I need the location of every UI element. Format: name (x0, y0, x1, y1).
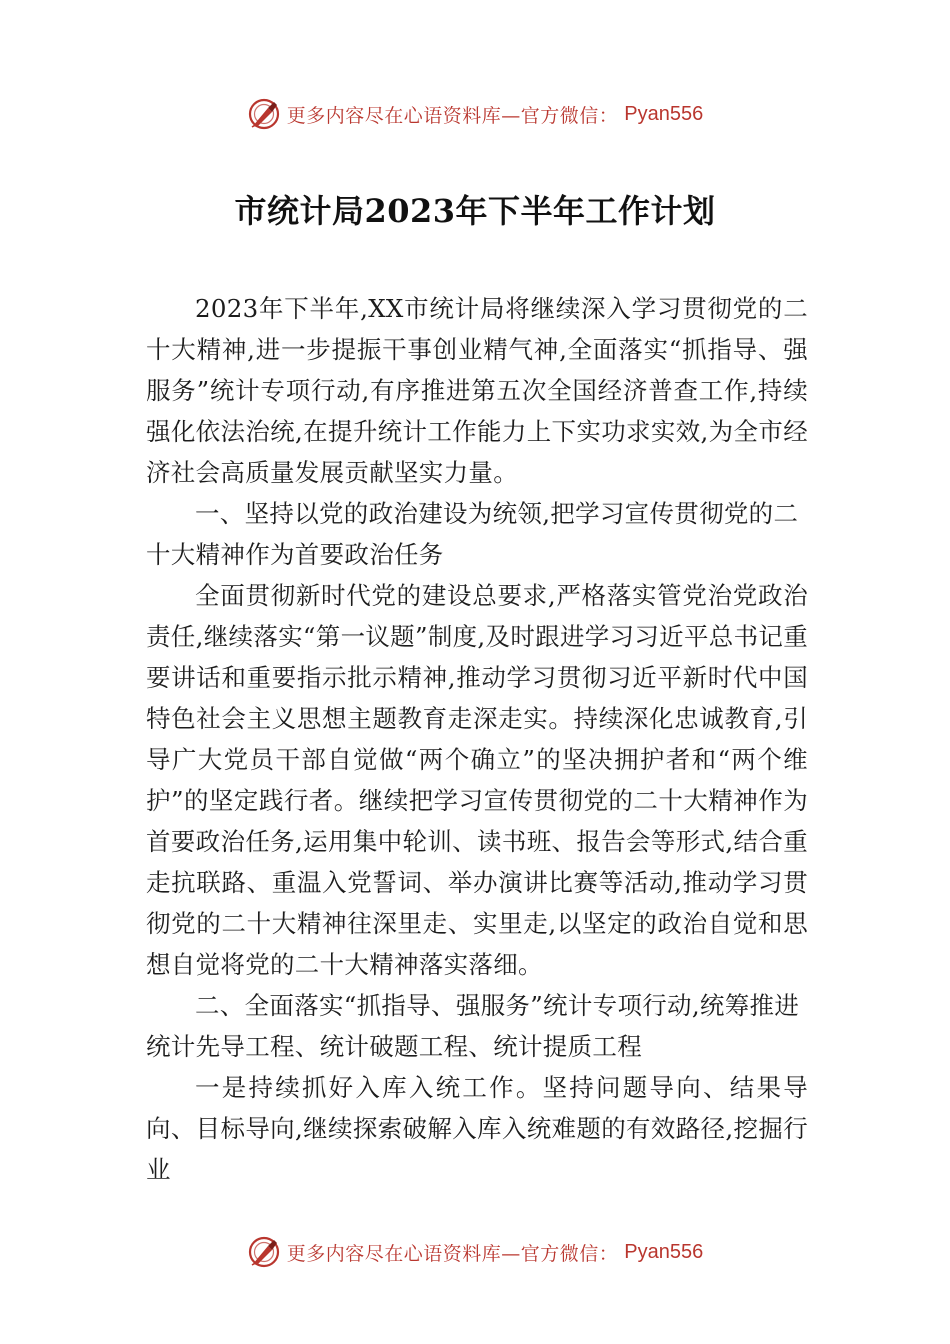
section1-heading: 一、坚持以党的政治建设为统领,把学习宣传贯彻党的二十大精神作为首要政治任务 (146, 499, 799, 569)
footer-banner-text: 更多内容尽在心语资料库—官方微信： (286, 1242, 619, 1265)
header-wechat-id: Pyan556 (624, 102, 704, 125)
pen-logo-icon (247, 97, 281, 131)
header-banner-text: 更多内容尽在心语资料库—官方微信： (286, 104, 619, 127)
section2-heading: 二、全面落实“抓指导、强服务”统计专项行动,统筹推进统计先导工程、统计破题工程、统计提质工程 (146, 991, 800, 1061)
intro-paragraph: 2023年下半年,XX市统计局将继续深入学习贯彻党的二十大精神,进一步提振干事创业精气神,全面落实“抓指导、强服务”统计专项行动,有序推进第五次全国经济普查工作,持续强化依法治统,在提升统计工作能力上下实功求实效,为全市经济社会高质量发展贡献坚实力量。 (146, 294, 808, 487)
document-title: 市统计局2023年下半年工作计划 (234, 192, 716, 230)
header-banner (0, 94, 950, 134)
document-body (146, 288, 808, 1190)
section2-paragraph: 一是持续抓好入库入统工作。坚持问题导向、结果导向、目标导向,继续探索破解入库入统难题的有效路径,挖掘行业 (146, 1073, 808, 1184)
section1-paragraph: 全面贯彻新时代党的建设总要求,严格落实管党治党政治责任,继续落实“第一议题”制度,及时跟进学习习近平总书记重要讲话和重要指示批示精神,推动学习贯彻习近平新时代中国特色社会主义思想主题教育走深走实。持续深化忠诚教育,引导广大党员干部自觉做“两个确立”的坚决拥护者和“两个维护”的坚定践行者。继续把学习宣传贯彻党的二十大精神作为首要政治任务,运用集中轮训、读书班、报告会等形式,结合重走抗联路、重温入党誓词、举办演讲比赛等活动,推动学习贯彻党的二十大精神往深里走、实里走,以坚定的政治自觉和思想自觉将党的二十大精神落实落细。 (146, 581, 808, 979)
footer-wechat-id: Pyan556 (624, 1240, 704, 1263)
footer-banner (0, 1232, 950, 1272)
pen-logo-icon (247, 1235, 281, 1269)
